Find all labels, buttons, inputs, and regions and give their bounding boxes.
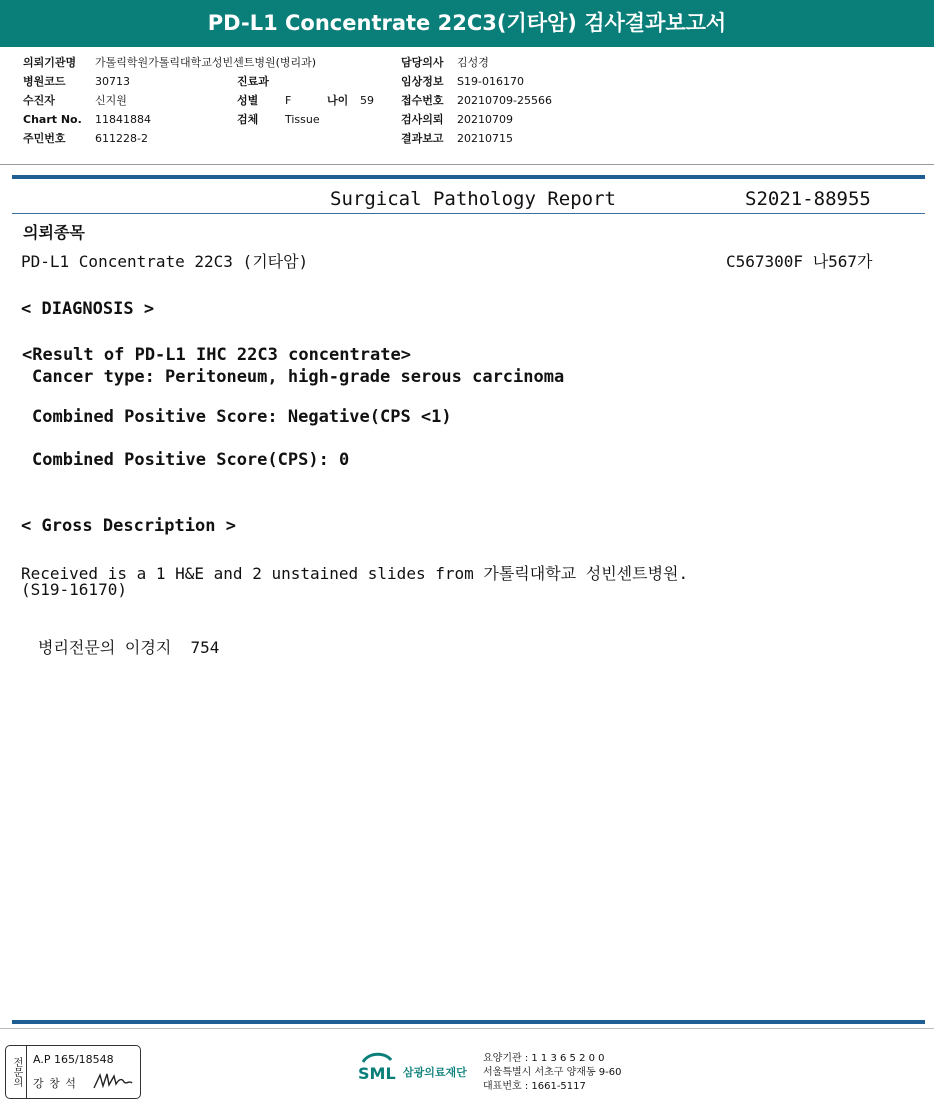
gross-heading: < Gross Description > [21, 516, 236, 536]
request-item: PD-L1 Concentrate 22C3 (기타암) [21, 252, 309, 271]
report-bottom-rule [12, 1020, 925, 1024]
info-label: 진료과 [237, 75, 269, 88]
handwritten-signature-icon [92, 1070, 134, 1092]
specialist-box [5, 1045, 141, 1099]
report-heading-rule [12, 213, 925, 214]
info-label: 결과보고 [401, 132, 444, 145]
info-row-report-date [401, 129, 552, 148]
report-top-rule [12, 175, 925, 179]
result-heading: <Result of PD-L1 IHC 22C3 concentrate> [22, 345, 411, 365]
info-value: Tissue [285, 113, 320, 126]
info-value: S19-016170 [457, 75, 524, 88]
info-value: F [285, 94, 292, 107]
addr-line-address: 서울특별시 서초구 양재동 9-60 [483, 1067, 622, 1078]
info-label: 임상정보 [401, 75, 444, 88]
info-label: Chart No. [23, 113, 82, 126]
info-label: 수진자 [23, 94, 55, 107]
request-code: C567300F 나567가 [726, 252, 873, 271]
info-row-accession [401, 91, 552, 110]
info-label: 주민번호 [23, 132, 66, 145]
info-row-institution [23, 53, 316, 72]
info-value: 20210715 [457, 132, 513, 145]
diagnosis-heading: < DIAGNOSIS > [21, 299, 155, 319]
info-label: 검사의뢰 [401, 113, 444, 126]
footer-divider [0, 1028, 934, 1029]
cps-result: Combined Positive Score: Negative(CPS <1) [32, 407, 452, 427]
info-row-specimen [237, 110, 374, 129]
info-value: 30713 [95, 75, 130, 88]
info-row-dept [237, 72, 374, 91]
info-value: 가톨릭학원가톨릭대학교성빈센트병원(병리과) [95, 56, 317, 69]
info-label: 접수번호 [401, 94, 444, 107]
info-value: 11841884 [95, 113, 151, 126]
signer-name: 강 창 석 [33, 1077, 77, 1090]
info-value: 611228-2 [95, 132, 148, 145]
report-heading: Surgical Pathology Report [330, 188, 616, 210]
info-row-sex-age [237, 91, 374, 110]
pathologist-signature: 병리전문의 이경지 754 [38, 638, 220, 657]
gross-description-ref: (S19-16170) [21, 580, 127, 599]
report-number: S2021-88955 [745, 188, 871, 210]
info-row-doctor [401, 53, 552, 72]
info-label: 담당의사 [401, 56, 444, 69]
cancer-type: Cancer type: Peritoneum, high-grade serous carcinoma [32, 367, 565, 387]
report-title: PD-L1 Concentrate 22C3(기타암) 검사결과보고서 [0, 0, 934, 47]
addr-line-phone: 대표번호 : 1661-5117 [483, 1081, 586, 1092]
info-value: 김성경 [457, 56, 489, 69]
info-label: 병원코드 [23, 75, 66, 88]
svg-text:SML: SML [358, 1064, 396, 1083]
info-row-resident-no [23, 129, 316, 148]
info-label: 성별 [237, 94, 259, 107]
info-row-clinical [401, 72, 552, 91]
info-label: 의뢰기관명 [23, 56, 77, 69]
header-divider [0, 164, 934, 165]
info-row-request-date [401, 110, 552, 129]
info-value: 20210709 [457, 113, 513, 126]
info-value: 신지원 [95, 94, 127, 107]
sml-logo-icon [357, 1050, 397, 1084]
info-column-3 [401, 53, 552, 148]
info-column-2 [237, 72, 374, 129]
cps-value: Combined Positive Score(CPS): 0 [32, 450, 350, 470]
ap-number: A.P 165/18548 [33, 1053, 114, 1066]
specialist-side-label: 전문의 [6, 1046, 27, 1098]
info-value: 20210709-25566 [457, 94, 552, 107]
request-heading: 의뢰종목 [23, 223, 85, 242]
gross-description-line: Received is a 1 H&E and 2 unstained slides from 가톨릭대학교 성빈센트병원. [21, 564, 689, 583]
addr-line-code: 요양기관 : 1 1 3 6 5 2 0 0 [483, 1053, 605, 1064]
info-label: 나이 [327, 94, 349, 107]
info-value: 59 [360, 94, 374, 107]
org-name: 삼광의료재단 [403, 1066, 467, 1079]
info-label: 검체 [237, 113, 259, 126]
org-address [483, 1052, 622, 1094]
